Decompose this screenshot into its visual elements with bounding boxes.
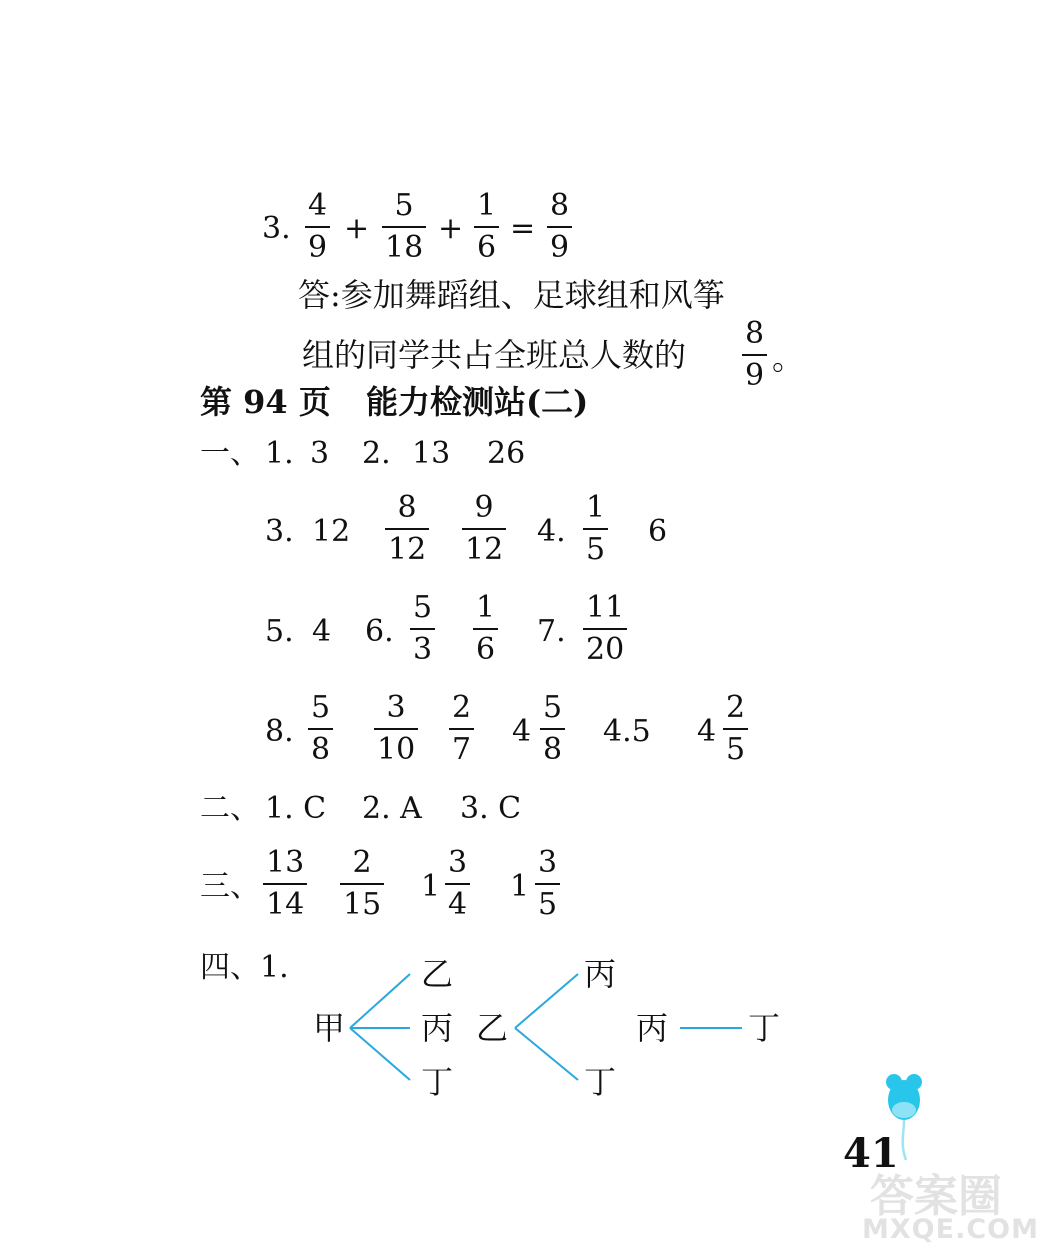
mixed-number-fraction: $\frac{5}{8}$ <box>540 693 565 765</box>
part1-label: 一、 <box>200 436 260 471</box>
answer-value: 13 <box>412 436 451 471</box>
item-number: 1. <box>265 436 294 471</box>
mixed-number-whole: 1 <box>421 869 441 904</box>
answer-fraction: $\frac{2}{7}$ <box>449 693 474 765</box>
q3-answer-period: 。 <box>772 339 805 377</box>
answer-fraction: $\frac{2}{15}$ <box>340 848 384 920</box>
item-number: 4. <box>537 514 566 549</box>
item-number: 3. <box>265 514 294 549</box>
answer-fraction: $\frac{5}{3}$ <box>410 593 435 665</box>
plus-sign: + <box>438 211 464 246</box>
answer-value: 12 <box>312 514 351 549</box>
answer-fraction: $\frac{11}{20}$ <box>583 593 627 665</box>
q3-answer-fraction: $\frac{8}{9}$ <box>742 319 767 391</box>
tree-node: 丙 <box>421 1009 454 1047</box>
tree-node: 丁 <box>748 1009 781 1047</box>
tree-root-node: 甲 <box>313 1009 346 1047</box>
tree-node: 丁 <box>421 1063 454 1101</box>
answer-fraction: $\frac{5}{8}$ <box>308 693 333 765</box>
mixed-number-whole: 4 <box>512 714 532 749</box>
tree-node: 丁 <box>584 1063 617 1101</box>
q3-fraction-1: $\frac{4}{9}$ <box>305 191 330 263</box>
tree-node: 乙 <box>421 955 454 993</box>
mixed-number-whole: 1 <box>510 869 530 904</box>
plus-sign: + <box>344 211 370 246</box>
answer-value: 26 <box>487 436 526 471</box>
item-number: 5. <box>265 614 294 649</box>
q3-fraction-2: $\frac{5}{18}$ <box>382 191 426 263</box>
tree-branch-line <box>515 1028 578 1080</box>
page-number: 41 <box>843 1130 899 1177</box>
item-number: 2. <box>362 436 391 471</box>
answer-fraction: $\frac{8}{12}$ <box>385 493 429 565</box>
section-title: 能力检测站(二) <box>366 383 589 421</box>
part3-label: 三、 <box>200 869 260 904</box>
equals-sign: = <box>510 211 536 246</box>
mixed-number-fraction: $\frac{3}{4}$ <box>445 848 470 920</box>
tree-branch-line <box>350 1028 410 1080</box>
q3-fraction-result: $\frac{8}{9}$ <box>547 191 572 263</box>
q3-fraction-3: $\frac{1}{6}$ <box>474 191 499 263</box>
watermark-url: MXQE.COM <box>862 1214 1039 1245</box>
mixed-number-whole: 4 <box>697 714 717 749</box>
item-number: 6. <box>365 614 394 649</box>
answer-fraction: $\frac{9}{12}$ <box>462 493 506 565</box>
answer-value: 3 <box>310 436 330 471</box>
tree-branch-line <box>350 974 410 1028</box>
section-page: 第 94 页 <box>200 383 331 421</box>
tree-node: 丙 <box>636 1009 669 1047</box>
q3-answer-line-1: 答:参加舞蹈组、足球组和风筝 <box>298 276 725 314</box>
part4-label: 四、1. <box>200 950 289 985</box>
answer-choice: 3. C <box>460 791 522 826</box>
answer-choice: 2. A <box>362 791 422 826</box>
answer-fraction: $\frac{13}{14}$ <box>263 848 307 920</box>
answer-value: 4 <box>312 614 332 649</box>
watermark-logo: 答案圈 <box>870 1171 1002 1222</box>
answer-choice: 1. C <box>265 791 327 826</box>
answer-fraction: $\frac{1}{6}$ <box>473 593 498 665</box>
answer-value: 6 <box>648 514 668 549</box>
tree-node: 乙 <box>476 1009 509 1047</box>
part2-label: 二、 <box>200 791 260 826</box>
answer-value: 4.5 <box>603 714 651 749</box>
mixed-number-fraction: $\frac{3}{5}$ <box>535 848 560 920</box>
q3-answer-line-2: 组的同学共占全班总人数的 <box>302 336 687 374</box>
item-number: 7. <box>537 614 566 649</box>
answer-fraction: $\frac{1}{5}$ <box>583 493 608 565</box>
tree-node: 丙 <box>584 955 617 993</box>
q3-prefix: 3. <box>262 211 291 246</box>
answer-fraction: $\frac{3}{10}$ <box>374 693 418 765</box>
item-number: 8. <box>265 714 294 749</box>
tree-branch-line <box>515 974 578 1028</box>
mixed-number-fraction: $\frac{2}{5}$ <box>723 693 748 765</box>
